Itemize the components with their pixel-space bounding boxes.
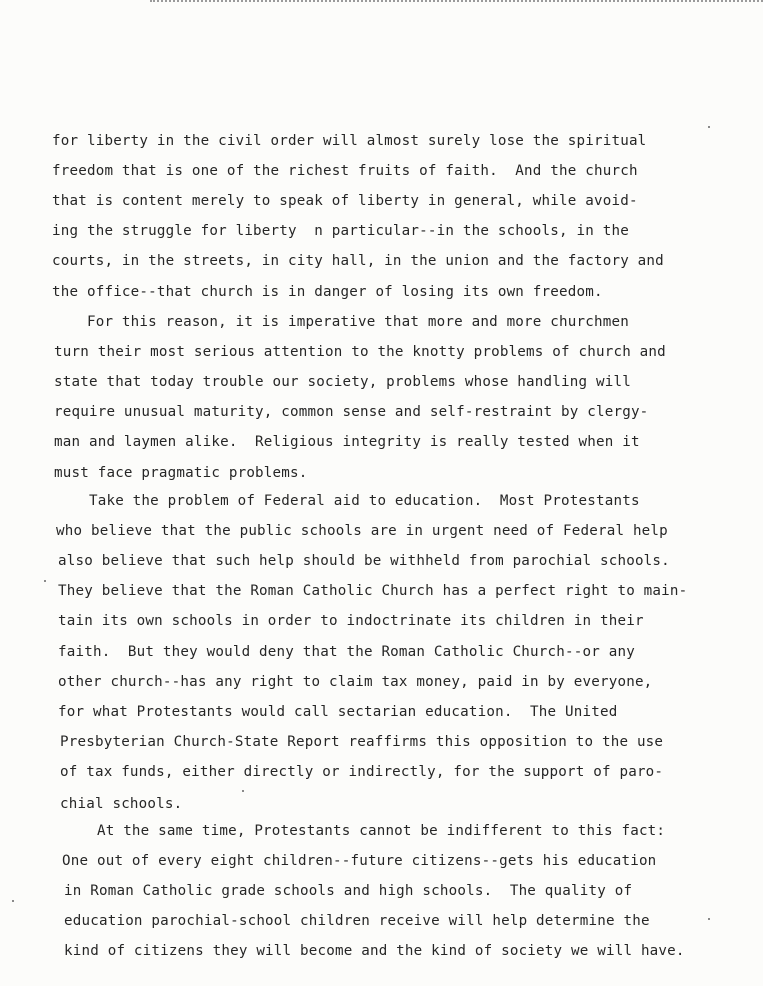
page-top-dotted-edge — [150, 0, 763, 2]
scan-speck — [12, 900, 14, 902]
paragraph-1-line-2: freedom that is one of the richest fruits of faith. And the church — [52, 163, 638, 179]
paragraph-4-line-1: At the same time, Protestants cannot be indifferent to this fact: — [62, 823, 666, 839]
paragraph-3-line-5: tain its own schools in order to indoctrinate its children in their — [58, 613, 644, 629]
paragraph-3-line-2: who believe that the public schools are in urgent need of Federal help — [56, 523, 668, 539]
paragraph-2-line-4: require unusual maturity, common sense and self-restraint by clergy- — [54, 404, 649, 420]
paragraph-3-line-9: Presbyterian Church-State Report reaffirms this opposition to the use — [60, 734, 664, 750]
scan-speck — [44, 580, 46, 582]
paragraph-3-line-6: faith. But they would deny that the Roman Catholic Church--or any — [58, 644, 635, 660]
scan-speck — [708, 918, 710, 920]
scan-speck — [708, 126, 710, 128]
paragraph-2-line-2: turn their most serious attention to the knotty problems of church and — [54, 344, 666, 360]
paragraph-3-line-4: They believe that the Roman Catholic Church has a perfect right to main- — [58, 583, 688, 599]
paragraph-2-line-1: For this reason, it is imperative that more and more churchmen — [52, 314, 629, 330]
paragraph-3-line-11: chial schools. — [60, 796, 183, 812]
paragraph-2-line-5: man and laymen alike. Religious integrity is really tested when it — [54, 434, 640, 450]
paragraph-2-line-3: state that today trouble our society, problems whose handling will — [54, 374, 631, 390]
paragraph-1-line-4: ing the struggle for liberty n particular--in the schools, in the — [52, 223, 629, 239]
paragraph-1-line-3: that is content merely to speak of liberty in general, while avoid- — [52, 193, 638, 209]
paragraph-3-line-3: also believe that such help should be withheld from parochial schools. — [58, 553, 670, 569]
paragraph-3-line-1: Take the problem of Federal aid to education. Most Protestants — [54, 493, 640, 509]
paragraph-4-line-3: in Roman Catholic grade schools and high schools. The quality of — [64, 883, 633, 899]
paragraph-1-line-5: courts, in the streets, in city hall, in the union and the factory and — [52, 253, 664, 269]
scan-speck — [242, 790, 244, 792]
paragraph-3-line-10: of tax funds, either directly or indirectly, for the support of paro- — [60, 764, 664, 780]
paragraph-4-line-2: One out of every eight children--future citizens--gets his education — [62, 853, 657, 869]
paragraph-2-line-6: must face pragmatic problems. — [54, 465, 308, 481]
paragraph-1-line-6: the office--that church is in danger of losing its own freedom. — [52, 284, 603, 300]
paragraph-4-line-5: kind of citizens they will become and the kind of society we will have. — [64, 943, 685, 959]
paragraph-1-line-1: for liberty in the civil order will almost surely lose the spiritual — [52, 133, 647, 149]
paragraph-4-line-4: education parochial-school children receive will help determine the — [64, 913, 650, 929]
paragraph-3-line-7: other church--has any right to claim tax money, paid in by everyone, — [58, 674, 653, 690]
paragraph-3-line-8: for what Protestants would call sectarian education. The United — [58, 704, 618, 720]
